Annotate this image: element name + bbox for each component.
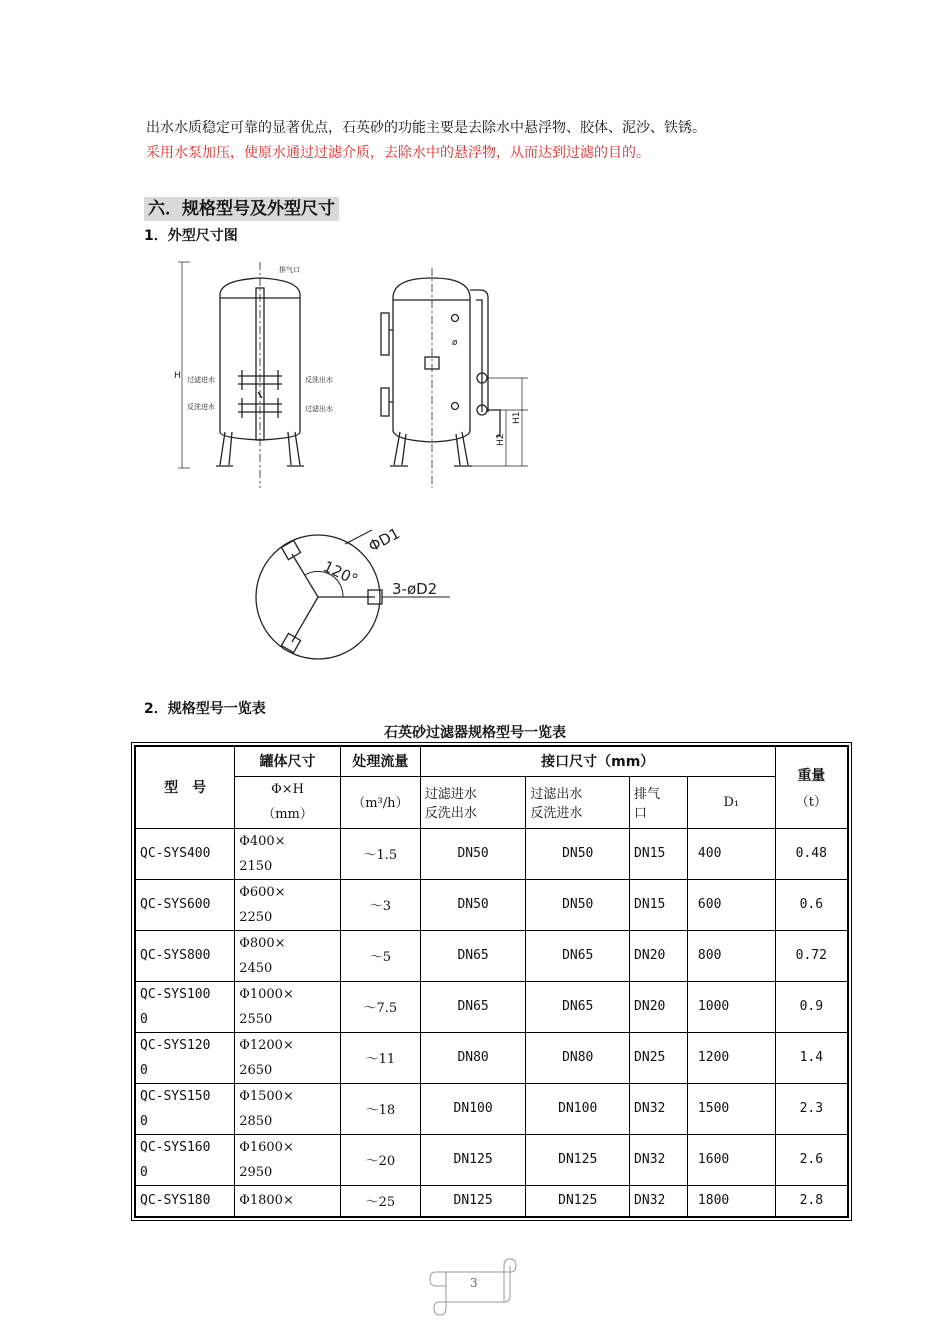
label-backwash-inlet: 反洗进水 bbox=[187, 403, 215, 411]
cell-flow-flow: ～20 bbox=[365, 1154, 396, 1169]
cell-vent-vent: DN20 bbox=[634, 948, 666, 963]
dim-h: H bbox=[174, 371, 181, 381]
cell-model-m1: QC-SYS800 bbox=[140, 948, 211, 963]
header-weight-unit: （t） bbox=[795, 794, 827, 810]
cell-filter-outlet bbox=[526, 879, 630, 930]
cell-vent bbox=[630, 981, 688, 1032]
cell-flow-flow: ～25 bbox=[365, 1195, 396, 1211]
cell-model bbox=[135, 981, 235, 1032]
table-row bbox=[135, 1032, 848, 1083]
cell-filter-outlet bbox=[526, 1134, 630, 1185]
cell-model-m2: 0 bbox=[140, 1011, 148, 1027]
cell-filter-inlet-in: DN125 bbox=[453, 1193, 493, 1209]
header-weight bbox=[775, 746, 848, 828]
cell-weight bbox=[775, 1032, 848, 1083]
cell-filter-outlet-out: DN80 bbox=[562, 1050, 594, 1065]
cell-tank-size bbox=[235, 1185, 341, 1217]
table-row bbox=[135, 879, 848, 930]
cell-weight-w: 0.6 bbox=[799, 897, 824, 912]
cell-flow bbox=[340, 981, 420, 1032]
subheading-dimension-drawing: 1．外型尺寸图 bbox=[144, 228, 238, 244]
cell-tank-size-t1: Φ400× bbox=[239, 833, 286, 849]
cell-model-m1: QC-SYS400 bbox=[140, 846, 211, 861]
cell-vent bbox=[630, 828, 688, 879]
label-d1: ΦD1 bbox=[365, 524, 403, 556]
header-port-1a: 过滤进水 bbox=[424, 787, 477, 802]
cell-filter-outlet-out: DN65 bbox=[562, 948, 594, 963]
cell-vent bbox=[630, 1185, 688, 1217]
cell-model bbox=[135, 1185, 235, 1217]
cell-filter-outlet-out: DN100 bbox=[558, 1101, 598, 1116]
table-row bbox=[135, 828, 848, 879]
section-title: 六．规格型号及外型尺寸 bbox=[144, 197, 339, 221]
header-port-2 bbox=[526, 776, 630, 828]
cell-d1-d1: 1800 bbox=[697, 1193, 730, 1209]
dim-h1: H1 bbox=[512, 411, 522, 424]
cell-vent bbox=[630, 1032, 688, 1083]
cell-flow bbox=[340, 1083, 420, 1134]
cell-vent bbox=[630, 1083, 688, 1134]
cell-d1 bbox=[687, 930, 775, 981]
cell-filter-inlet bbox=[420, 1083, 526, 1134]
cell-tank-size bbox=[235, 828, 341, 879]
table-body bbox=[135, 828, 848, 1217]
page-number: 3 bbox=[470, 1276, 478, 1290]
cell-filter-inlet bbox=[420, 981, 526, 1032]
cell-vent-vent: DN15 bbox=[634, 897, 666, 912]
cell-model bbox=[135, 930, 235, 981]
cell-weight bbox=[775, 930, 848, 981]
label-filter-outlet: 过滤出水 bbox=[305, 405, 333, 413]
cell-filter-inlet-in: DN100 bbox=[453, 1101, 493, 1116]
cell-filter-inlet-in: DN65 bbox=[457, 999, 489, 1014]
cell-filter-outlet-out: DN50 bbox=[562, 846, 594, 861]
cell-weight-w: 0.72 bbox=[795, 948, 827, 963]
header-tank-sub bbox=[235, 776, 341, 828]
cell-model-m2: 0 bbox=[140, 1113, 148, 1129]
cell-flow-flow: ～11 bbox=[365, 1052, 396, 1067]
cell-tank-size-t1: Φ600× bbox=[239, 884, 286, 900]
label-d2: 3-øD2 bbox=[392, 580, 438, 598]
cell-d1-d1: 600 bbox=[697, 897, 722, 912]
cell-model-m1: QC-SYS600 bbox=[140, 897, 211, 912]
header-port-3 bbox=[630, 776, 688, 828]
spec-table bbox=[134, 745, 849, 1218]
label-vent: 排气口 bbox=[279, 266, 300, 274]
cell-filter-outlet bbox=[526, 981, 630, 1032]
cell-d1 bbox=[687, 879, 775, 930]
cell-tank-size bbox=[235, 1032, 341, 1083]
cell-flow-flow: ～18 bbox=[365, 1103, 396, 1118]
cell-tank-size-t2: 2150 bbox=[239, 858, 273, 874]
cell-weight bbox=[775, 1185, 848, 1217]
cell-flow bbox=[340, 879, 420, 930]
cell-model-m2: 0 bbox=[140, 1062, 148, 1078]
header-flow-unit: （m³/h） bbox=[352, 795, 409, 811]
cell-flow bbox=[340, 1185, 420, 1217]
cell-tank-size-t2: 2450 bbox=[239, 960, 273, 976]
header-weight-label: 重量 bbox=[797, 767, 826, 784]
cell-filter-inlet-in: DN125 bbox=[453, 1152, 493, 1167]
cell-flow-flow: ～7.5 bbox=[363, 1001, 398, 1016]
header-port-3b: 口 bbox=[634, 806, 648, 821]
cell-weight-w: 0.48 bbox=[795, 846, 827, 861]
cell-weight-w: 2.6 bbox=[799, 1152, 824, 1167]
header-port-1 bbox=[420, 776, 526, 828]
cell-d1 bbox=[687, 828, 775, 879]
table-row bbox=[135, 930, 848, 981]
cell-flow-flow: ～5 bbox=[369, 950, 391, 965]
cell-d1-d1: 1600 bbox=[697, 1152, 730, 1167]
cell-flow bbox=[340, 1032, 420, 1083]
cell-filter-inlet bbox=[420, 1134, 526, 1185]
cell-vent-vent: DN32 bbox=[634, 1101, 666, 1116]
cell-d1-d1: 400 bbox=[697, 846, 722, 861]
cell-weight-w: 1.4 bbox=[799, 1050, 824, 1065]
cell-model bbox=[135, 1032, 235, 1083]
cell-d1 bbox=[687, 1032, 775, 1083]
cell-model-m1: QC-SYS180 bbox=[140, 1193, 211, 1209]
header-port-1b: 反洗出水 bbox=[424, 806, 477, 821]
label-filter-inlet: 过滤进水 bbox=[187, 376, 215, 384]
cell-tank-size bbox=[235, 930, 341, 981]
cell-filter-inlet bbox=[420, 1032, 526, 1083]
cell-d1-d1: 1500 bbox=[697, 1101, 730, 1116]
cell-flow bbox=[340, 1134, 420, 1185]
cell-flow-flow: ～3 bbox=[369, 899, 391, 914]
cell-tank-size-t1: Φ1600× bbox=[239, 1139, 294, 1155]
cell-vent-vent: DN20 bbox=[634, 999, 666, 1014]
cell-model-m2: 0 bbox=[140, 1164, 148, 1180]
cell-vent-vent: DN25 bbox=[634, 1050, 666, 1065]
dim-h2: H2 bbox=[496, 433, 506, 446]
intro-line-2: 采用水泵加压，使原水通过过滤介质，去除水中的悬浮物，从而达到过滤的目的。 bbox=[146, 145, 650, 161]
cell-filter-inlet bbox=[420, 930, 526, 981]
cell-d1 bbox=[687, 981, 775, 1032]
cell-d1-d1: 1000 bbox=[697, 999, 730, 1014]
cell-filter-inlet-in: DN50 bbox=[457, 846, 489, 861]
cell-filter-inlet-in: DN80 bbox=[457, 1050, 489, 1065]
header-d1: D₁ bbox=[687, 776, 775, 828]
cell-filter-inlet bbox=[420, 828, 526, 879]
cell-filter-inlet-in: DN50 bbox=[457, 897, 489, 912]
cell-tank-size-t1: Φ1500× bbox=[239, 1088, 294, 1104]
cell-d1-d1: 1200 bbox=[697, 1050, 730, 1065]
cell-filter-outlet-out: DN125 bbox=[558, 1193, 598, 1209]
label-backwash-outlet: 反洗出水 bbox=[305, 376, 333, 384]
cell-flow bbox=[340, 828, 420, 879]
cell-vent-vent: DN32 bbox=[634, 1193, 666, 1209]
cell-tank-size-t1: Φ1000× bbox=[239, 986, 294, 1002]
cell-d1 bbox=[687, 1083, 775, 1134]
cell-weight bbox=[775, 879, 848, 930]
cell-tank-size-t1: Φ800× bbox=[239, 935, 286, 951]
table-row bbox=[135, 1134, 848, 1185]
cell-weight bbox=[775, 981, 848, 1032]
cell-weight bbox=[775, 828, 848, 879]
header-flow: 处理流量 bbox=[340, 746, 420, 776]
cell-model-m1: QC-SYS150 bbox=[140, 1088, 211, 1104]
cell-weight-w: 2.8 bbox=[799, 1193, 824, 1209]
header-model: 型 号 bbox=[135, 746, 235, 828]
cell-weight bbox=[775, 1083, 848, 1134]
cell-weight-w: 2.3 bbox=[799, 1101, 824, 1116]
intro-line-1: 出水水质稳定可靠的显著优点，石英砂的功能主要是去除水中悬浮物、胶体、泥沙、铁锈。 bbox=[146, 120, 706, 136]
cell-tank-size-t2: 2950 bbox=[239, 1164, 273, 1180]
cell-vent bbox=[630, 879, 688, 930]
cell-filter-outlet bbox=[526, 930, 630, 981]
cell-filter-outlet-out: DN65 bbox=[562, 999, 594, 1014]
cell-tank-size bbox=[235, 879, 341, 930]
cell-model-m1: QC-SYS100 bbox=[140, 986, 211, 1002]
cell-model bbox=[135, 828, 235, 879]
cell-model-m1: QC-SYS160 bbox=[140, 1139, 211, 1155]
cell-vent-vent: DN32 bbox=[634, 1152, 666, 1167]
table-row bbox=[135, 981, 848, 1032]
cell-filter-outlet bbox=[526, 1185, 630, 1217]
header-ports: 接口尺寸（mm） bbox=[420, 746, 775, 776]
cell-tank-size-t2: 2250 bbox=[239, 909, 273, 925]
header-flow-unit-cell bbox=[340, 776, 420, 828]
phi-mark: ø bbox=[452, 338, 458, 348]
cell-d1-d1: 800 bbox=[697, 948, 722, 963]
cell-tank-size bbox=[235, 1083, 341, 1134]
cell-filter-outlet bbox=[526, 1083, 630, 1134]
cell-weight-w: 0.9 bbox=[799, 999, 824, 1014]
cell-vent bbox=[630, 930, 688, 981]
table-row bbox=[135, 1083, 848, 1134]
cell-tank-size-t2: 2650 bbox=[239, 1062, 273, 1078]
cell-tank-size bbox=[235, 1134, 341, 1185]
header-port-2a: 过滤出水 bbox=[530, 787, 583, 802]
header-port-2b: 反洗进水 bbox=[530, 806, 583, 821]
cell-tank-size-t2: 2550 bbox=[239, 1011, 273, 1027]
cell-filter-outlet-out: DN125 bbox=[558, 1152, 598, 1167]
cell-model bbox=[135, 1134, 235, 1185]
cell-tank-size-t1: Φ1800× bbox=[239, 1193, 294, 1209]
header-tank: 罐体尺寸 bbox=[235, 746, 341, 776]
cell-flow-flow: ～1.5 bbox=[363, 848, 398, 863]
cell-filter-outlet bbox=[526, 1032, 630, 1083]
cell-d1 bbox=[687, 1185, 775, 1217]
header-tank-dim: Φ×H bbox=[271, 782, 304, 797]
cell-tank-size bbox=[235, 981, 341, 1032]
header-row-2 bbox=[135, 776, 848, 828]
cell-filter-outlet-out: DN50 bbox=[562, 897, 594, 912]
header-row-1 bbox=[135, 746, 848, 776]
cell-filter-inlet bbox=[420, 879, 526, 930]
cell-vent-vent: DN15 bbox=[634, 846, 666, 861]
cell-model-m1: QC-SYS120 bbox=[140, 1037, 211, 1053]
header-port-3a: 排气 bbox=[634, 787, 661, 802]
table-row bbox=[135, 1185, 848, 1217]
table-caption: 石英砂过滤器规格型号一览表 bbox=[384, 725, 566, 741]
cell-flow bbox=[340, 930, 420, 981]
cell-tank-size-t1: Φ1200× bbox=[239, 1037, 294, 1053]
label-angle: 120° bbox=[320, 557, 361, 589]
cell-model bbox=[135, 879, 235, 930]
cell-d1 bbox=[687, 1134, 775, 1185]
subheading-spec-table: 2．规格型号一览表 bbox=[144, 701, 266, 717]
cell-tank-size-t2: 2850 bbox=[239, 1113, 273, 1129]
cell-filter-outlet bbox=[526, 828, 630, 879]
cell-model bbox=[135, 1083, 235, 1134]
cell-filter-inlet-in: DN65 bbox=[457, 948, 489, 963]
cell-weight bbox=[775, 1134, 848, 1185]
cell-vent bbox=[630, 1134, 688, 1185]
cell-filter-inlet bbox=[420, 1185, 526, 1217]
header-tank-unit: （mm） bbox=[262, 807, 313, 822]
